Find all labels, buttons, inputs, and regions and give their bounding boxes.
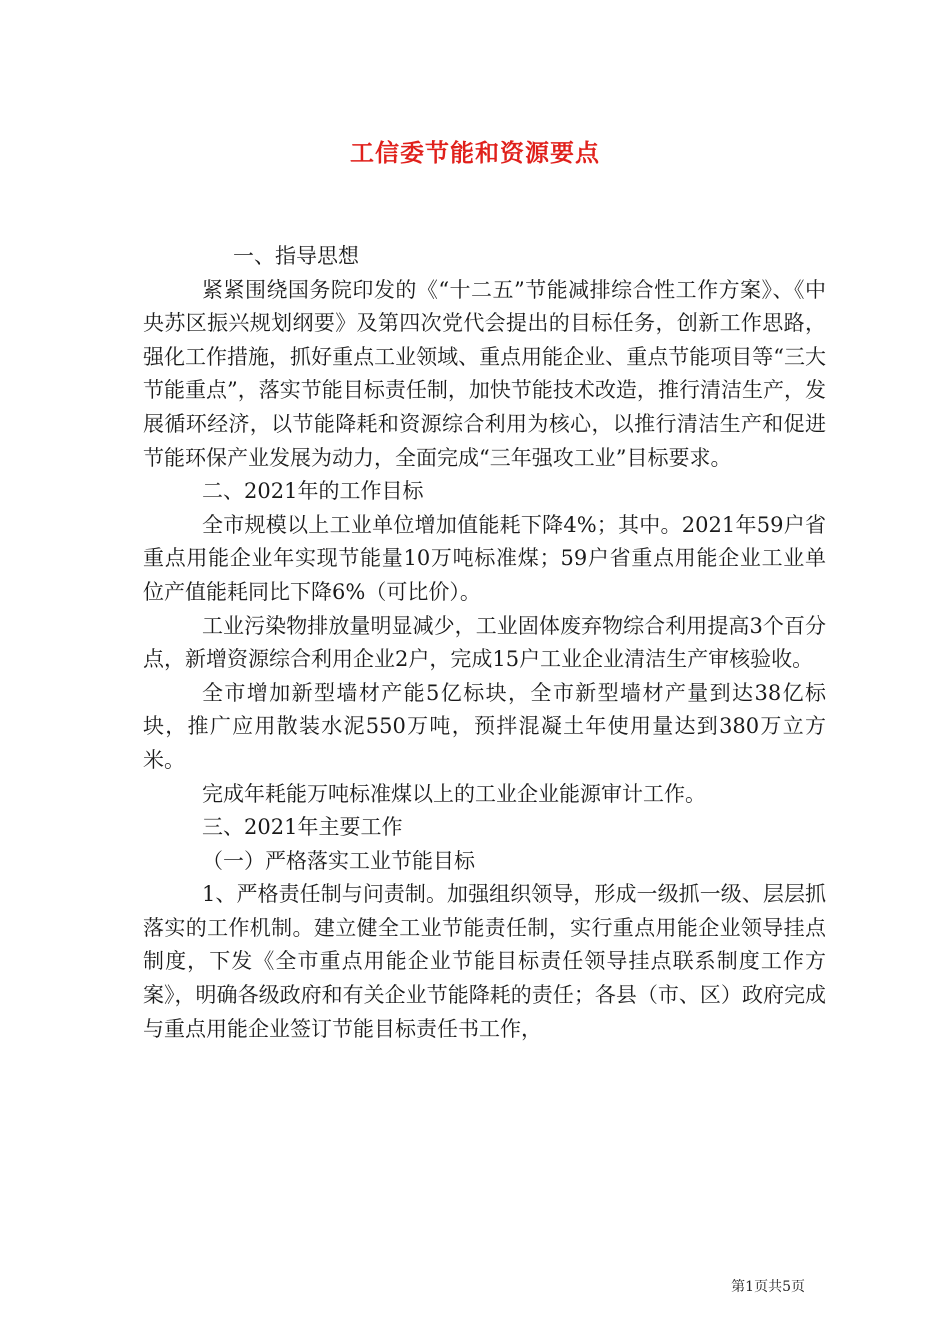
page-number: 第1页共5页 (731, 1279, 805, 1295)
paragraph-energy-target: 全市规模以上工业单位增加值能耗下降4%；其中。2021年59户省重点用能企业年实现节能量10万吨标准煤；59户省重点用能企业工业单位产值能耗同比下降6%（可比价）。 (143, 512, 826, 604)
section-heading-main-work: 三、2021年主要工作 (202, 815, 403, 840)
page-title: 工信委节能和资源要点 (350, 138, 600, 167)
section-heading-guiding-thought: 一、指导思想 (233, 244, 359, 268)
section-heading-2021-goals: 二、2021年的工作目标 (202, 479, 424, 504)
paragraph-wall-material-target: 全市增加新型墙材产能5亿标块，全市新型墙材产量到达38亿标块，推广应用散装水泥550万吨，预拌混凝土年使用量达到380万立方米。 (143, 680, 826, 772)
paragraph-energy-audit: 完成年耗能万吨标准煤以上的工业企业能源审计工作。 (202, 781, 706, 806)
paragraph-pollution-target: 工业污染物排放量明显减少，工业固体废弃物综合利用提高3个百分点，新增资源综合利用企业2户，完成15户工业企业清洁生产审核验收。 (143, 613, 826, 672)
subsection-heading-1: （一）严格落实工业节能目标 (202, 848, 475, 873)
paragraph-responsibility: 1、严格责任制与问责制。加强组织领导，形成一级抓一级、层层抓落实的工作机制。建立健全工业节能责任制，实行重点用能企业领导挂点制度，下发《全市重点用能企业节能目标责任领导挂点联系制度工作方案》，明确各级政府和有关企业节能降耗的责任；各县（市、区）政府完成与重点用能企业签订节能目标责任书工作， (143, 882, 826, 1041)
document-body (143, 240, 826, 1046)
paragraph-guiding-thought: 紧紧围绕国务院印发的《“十二五”节能减排综合性工作方案》、《中央苏区振兴规划纲要》及第四次党代会提出的目标任务，创新工作思路，强化工作措施，抓好重点工业领域、重点用能企业、重点节能项目等“三大节能重点”，落实节能目标责任制，加快节能技术改造，推行清洁生产，发展循环经济，以节能降耗和资源综合利用为核心，以推行清洁生产和促进节能环保产业发展为动力，全面完成“三年强攻工业”目标要求。 (143, 277, 826, 470)
